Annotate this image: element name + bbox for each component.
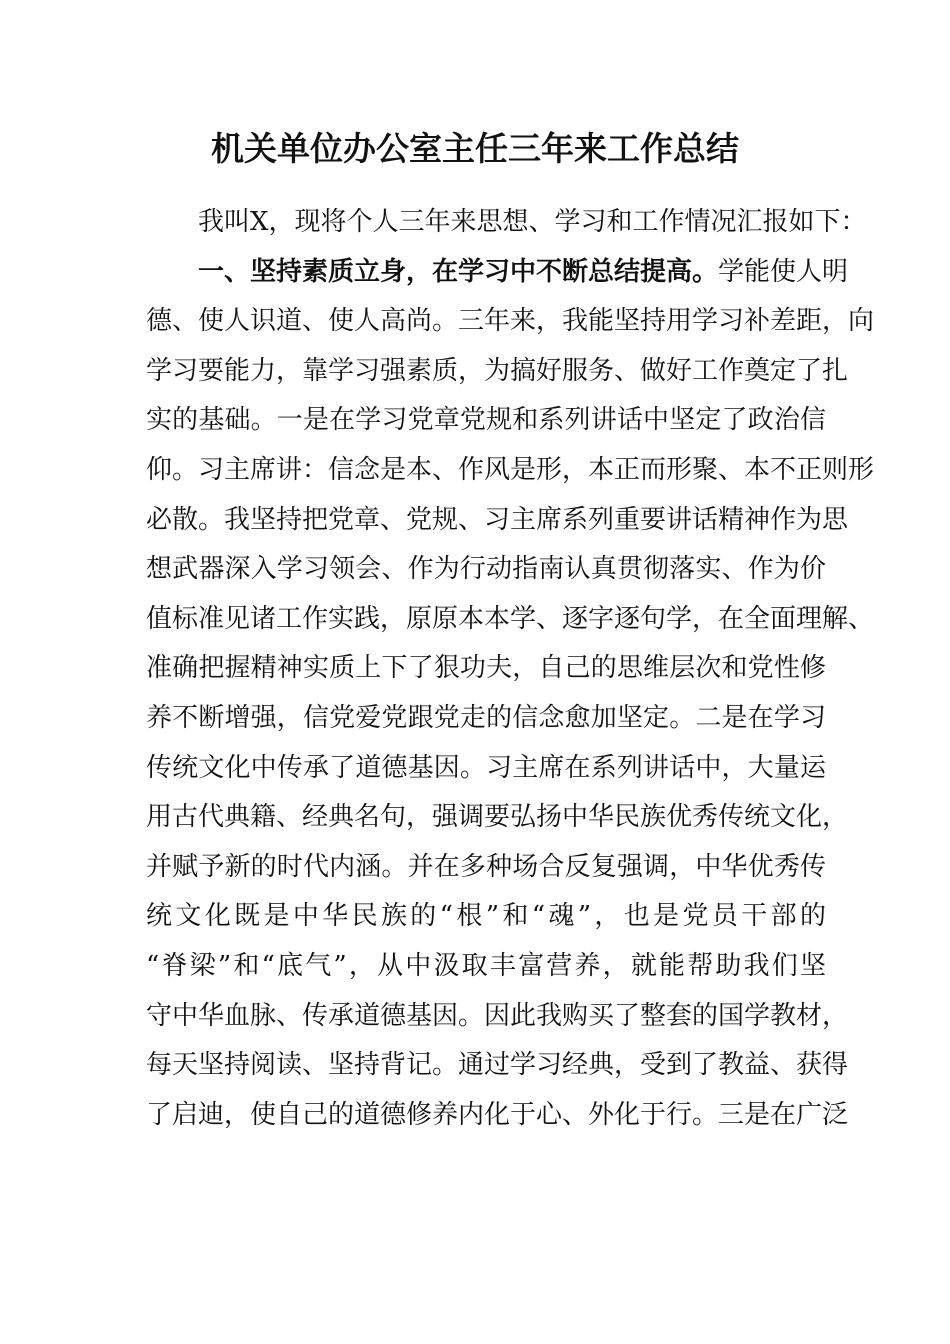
document-title: 机关单位办公室主任三年来工作总结 bbox=[211, 129, 739, 168]
body-line: 用古代典籍、经典名句，强调要弘扬中华民族优秀传统文化， bbox=[146, 802, 849, 833]
body-line: 每天坚持阅读、坚持背记。通过学习经典，受到了教益、获得 bbox=[146, 1050, 849, 1081]
section-1-first-line bbox=[146, 248, 849, 298]
section-1-heading-tail: 学能使人明 bbox=[718, 256, 849, 287]
body-line: 实的基础。一是在学习党章党规和系列讲话中坚定了政治信 bbox=[146, 405, 826, 436]
body-line: 仰。习主席讲：信念是本、作风是形，本正而形聚、本不正则形 bbox=[146, 454, 875, 485]
body-line: 传统文化中传承了道德基因。习主席在系列讲话中，大量运 bbox=[146, 752, 826, 783]
body-line: 值标准见诸工作实践，原原本本学、逐字逐句学，在全面理解、 bbox=[146, 603, 875, 634]
body-line: 准确把握精神实质上下了狠功夫，自己的思维层次和党性修 bbox=[146, 653, 826, 684]
intro-paragraph: 我叫X，现将个人三年来思想、学习和工作情况汇报如下： bbox=[198, 207, 867, 237]
body-line: 想武器深入学习领会、作为行动指南认真贯彻落实、作为价 bbox=[146, 554, 826, 585]
document-body bbox=[146, 198, 875, 1140]
section-1-heading: 一、坚持素质立身，在学习中不断总结提高。 bbox=[198, 256, 719, 287]
body-line: 德、使人识道、使人高尚。三年来，我能坚持用学习补差距，向 bbox=[146, 306, 875, 337]
body-line: 并赋予新的时代内涵。并在多种场合反复强调，中华优秀传 bbox=[146, 851, 826, 882]
body-line: 养不断增强，信党爱党跟党走的信念愈加坚定。二是在学习 bbox=[146, 702, 826, 733]
body-line: 必散。我坚持把党章、党规、习主席系列重要讲话精神作为思 bbox=[146, 504, 849, 535]
body-line: “脊梁”和“底气”，从中汲取丰富营养，就能帮助我们坚 bbox=[146, 950, 826, 981]
body-line: 学习要能力，靠学习强素质，为搞好服务、做好工作奠定了扎 bbox=[146, 355, 849, 386]
body-line: 了启迪，使自己的道德修养内化于心、外化于行。三是在广泛 bbox=[146, 1099, 849, 1130]
body-line: 统文化既是中华民族的“根”和“魂”，也是党员干部的 bbox=[146, 901, 826, 932]
body-line: 守中华血脉、传承道德基因。因此我购买了整套的国学教材， bbox=[146, 1000, 849, 1031]
